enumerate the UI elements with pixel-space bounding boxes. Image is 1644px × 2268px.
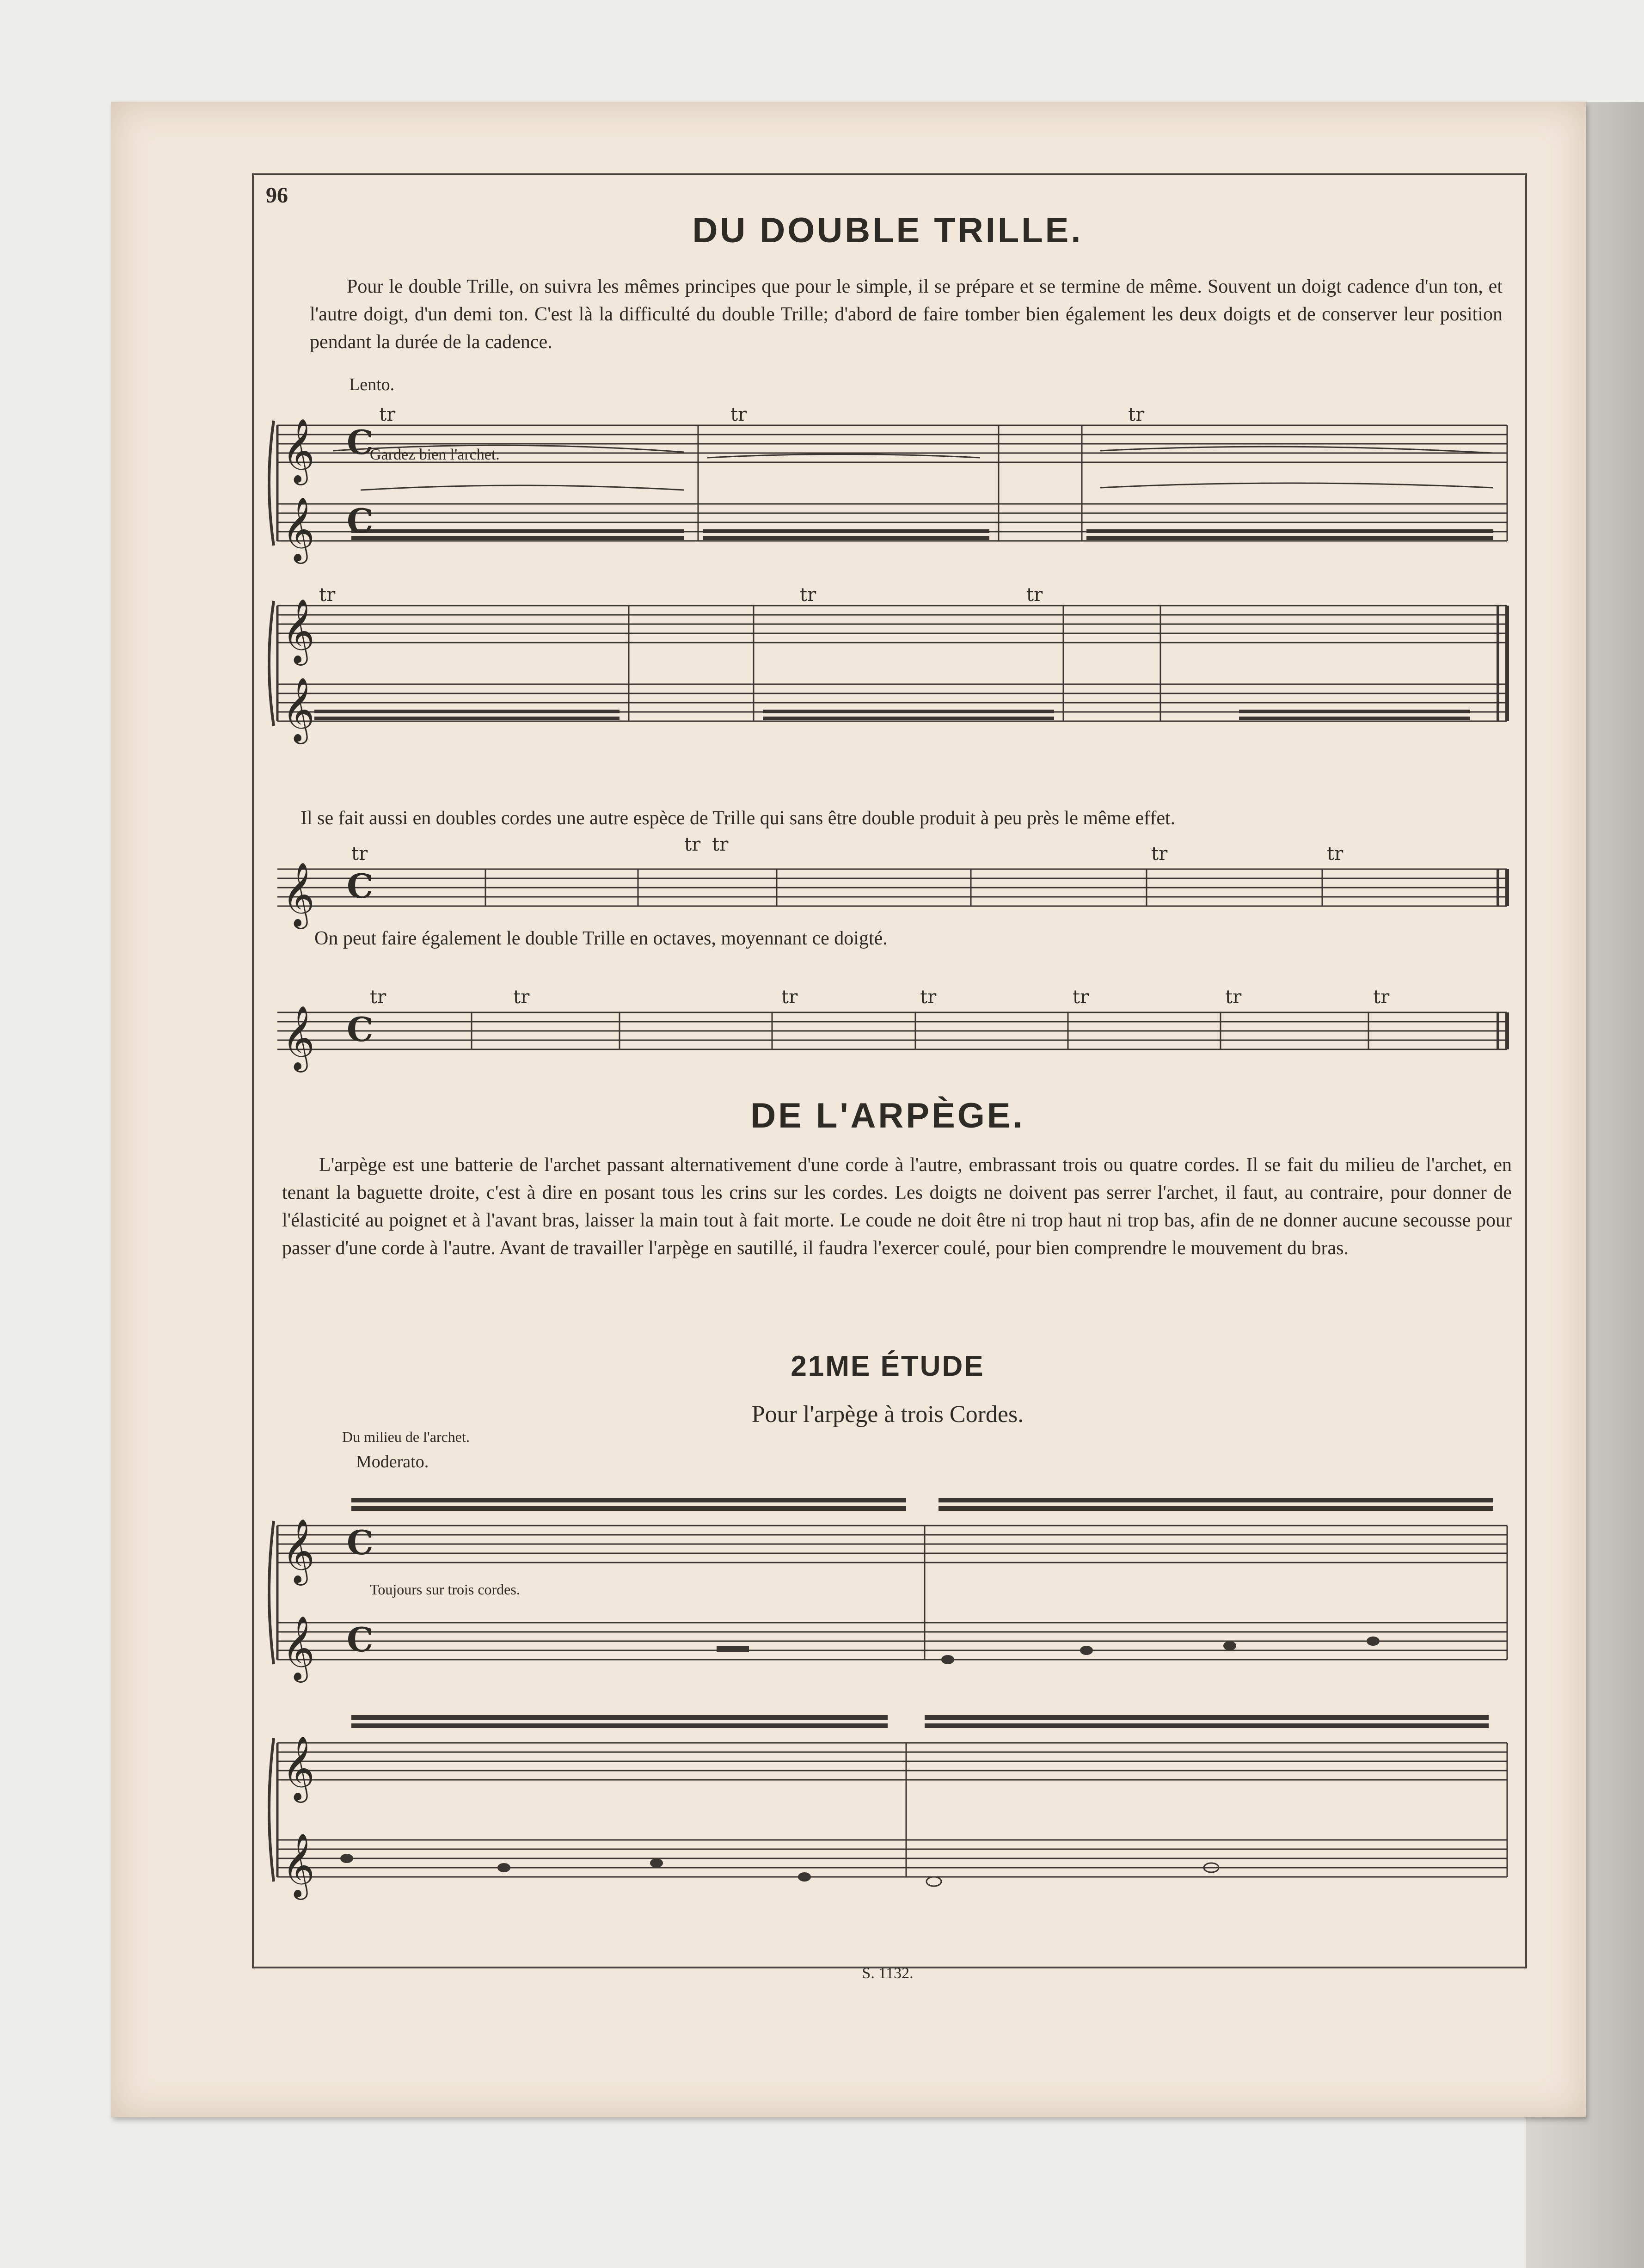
tempo-moderato: Moderato.	[356, 1452, 429, 1471]
music-system-6	[268, 1706, 1516, 1900]
trill-mark: tr	[684, 834, 701, 855]
paragraph-arpege: L'arpège est une batterie de l'archet passant alternativement d'une corde à l'autre, embrassant trois ou quatre cordes. Il se fait du milieu de l'archet, en tenant la baguette droite, c'est à dire en posant tous les crins sur les cordes. Les doigts ne doivent pas serrer l'archet, il faut, au contraire, pour donner de l'élasticité au poignet et à l'avant bras, laisser la main tout à fait morte. Le coude ne doit être ni trop haut ni trop bas, afin de ne donner aucune secousse pour passer d'une corde à l'autre. Avant de travailler l'arpège en sautillé, il faudra l'exercer coulé, pour bien comprendre le mouvement du bras.	[282, 1154, 1512, 1259]
heading-arpege: DE L'ARPÈGE.	[750, 1096, 1025, 1135]
trill-mark: tr	[1151, 843, 1168, 864]
heading-double-trill: DU DOUBLE TRILLE.	[692, 211, 1083, 250]
common-time-icon: C	[347, 1620, 374, 1659]
treble-clef-icon: 𝄞	[282, 1616, 315, 1680]
treble-clef-icon: 𝄞	[282, 1519, 315, 1583]
trill-mark: tr	[1026, 584, 1043, 606]
treble-clef-icon: 𝄞	[282, 599, 315, 663]
treble-clef-icon: 𝄞	[282, 418, 315, 483]
trill-mark: tr	[351, 843, 368, 864]
trill-mark: tr	[1128, 404, 1145, 425]
paragraph-octaves: On peut faire également le double Trille en octaves, moyennant ce doigté.	[314, 928, 888, 949]
page-number: 96	[266, 183, 288, 208]
common-time-icon: C	[347, 423, 374, 462]
treble-clef-icon: 𝄞	[282, 497, 315, 561]
music-system-2	[268, 584, 1516, 754]
tempo-lento: Lento.	[349, 375, 395, 394]
note-toujours: Toujours sur trois cordes.	[370, 1581, 520, 1598]
trill-mark: tr	[1373, 987, 1390, 1008]
paragraph-double-trill: Pour le double Trille, on suivra les mêmes principes que pour le simple, il se prépare et se termine de même. Souvent un doigt cadence d'un ton, et l'autre doigt, d'un demi ton. C'est là la difficulté du double Trille; d'abord de faire tomber bien également les deux doigts et de conserver leur position pendant la durée de la cadence.	[310, 276, 1503, 353]
common-time-icon: C	[347, 1523, 374, 1562]
trill-mark: tr	[319, 584, 336, 606]
trill-mark: tr	[800, 584, 816, 606]
etude-title: 21ME ÉTUDE	[791, 1350, 985, 1382]
note-gardez: Gardez bien l'archet.	[370, 446, 500, 463]
common-time-icon: C	[347, 501, 374, 540]
trill-mark: tr	[1073, 987, 1089, 1008]
trill-mark: tr	[513, 987, 530, 1008]
treble-clef-icon: 𝄞	[282, 677, 315, 742]
common-time-icon: C	[347, 866, 374, 906]
trill-mark: tr	[920, 987, 937, 1008]
trill-mark: tr	[379, 404, 396, 425]
music-system-1	[268, 404, 1516, 573]
trill-mark: tr	[1327, 843, 1343, 864]
paragraph-aussi: Il se fait aussi en doubles cordes une autre espèce de Trille qui sans être double produit à peu près le même effet.	[301, 808, 1176, 829]
treble-clef-icon: 𝄞	[282, 862, 315, 926]
trill-mark: tr	[712, 834, 729, 855]
common-time-icon: C	[347, 1010, 374, 1049]
score-page	[111, 102, 1586, 2117]
treble-clef-icon: 𝄞	[282, 1833, 315, 1897]
trill-mark: tr	[370, 987, 386, 1008]
treble-clef-icon: 𝄞	[282, 1736, 315, 1800]
trill-mark: tr	[781, 987, 798, 1008]
footer-plate-number: S. 1132.	[862, 1965, 914, 1982]
treble-clef-icon: 𝄞	[282, 1005, 315, 1070]
trill-mark: tr	[1225, 987, 1242, 1008]
music-system-4	[268, 966, 1516, 1082]
etude-subtitle: Pour l'arpège à trois Cordes.	[751, 1401, 1024, 1428]
trill-mark: tr	[730, 404, 747, 425]
note-milieu: Du milieu de l'archet.	[342, 1428, 470, 1445]
